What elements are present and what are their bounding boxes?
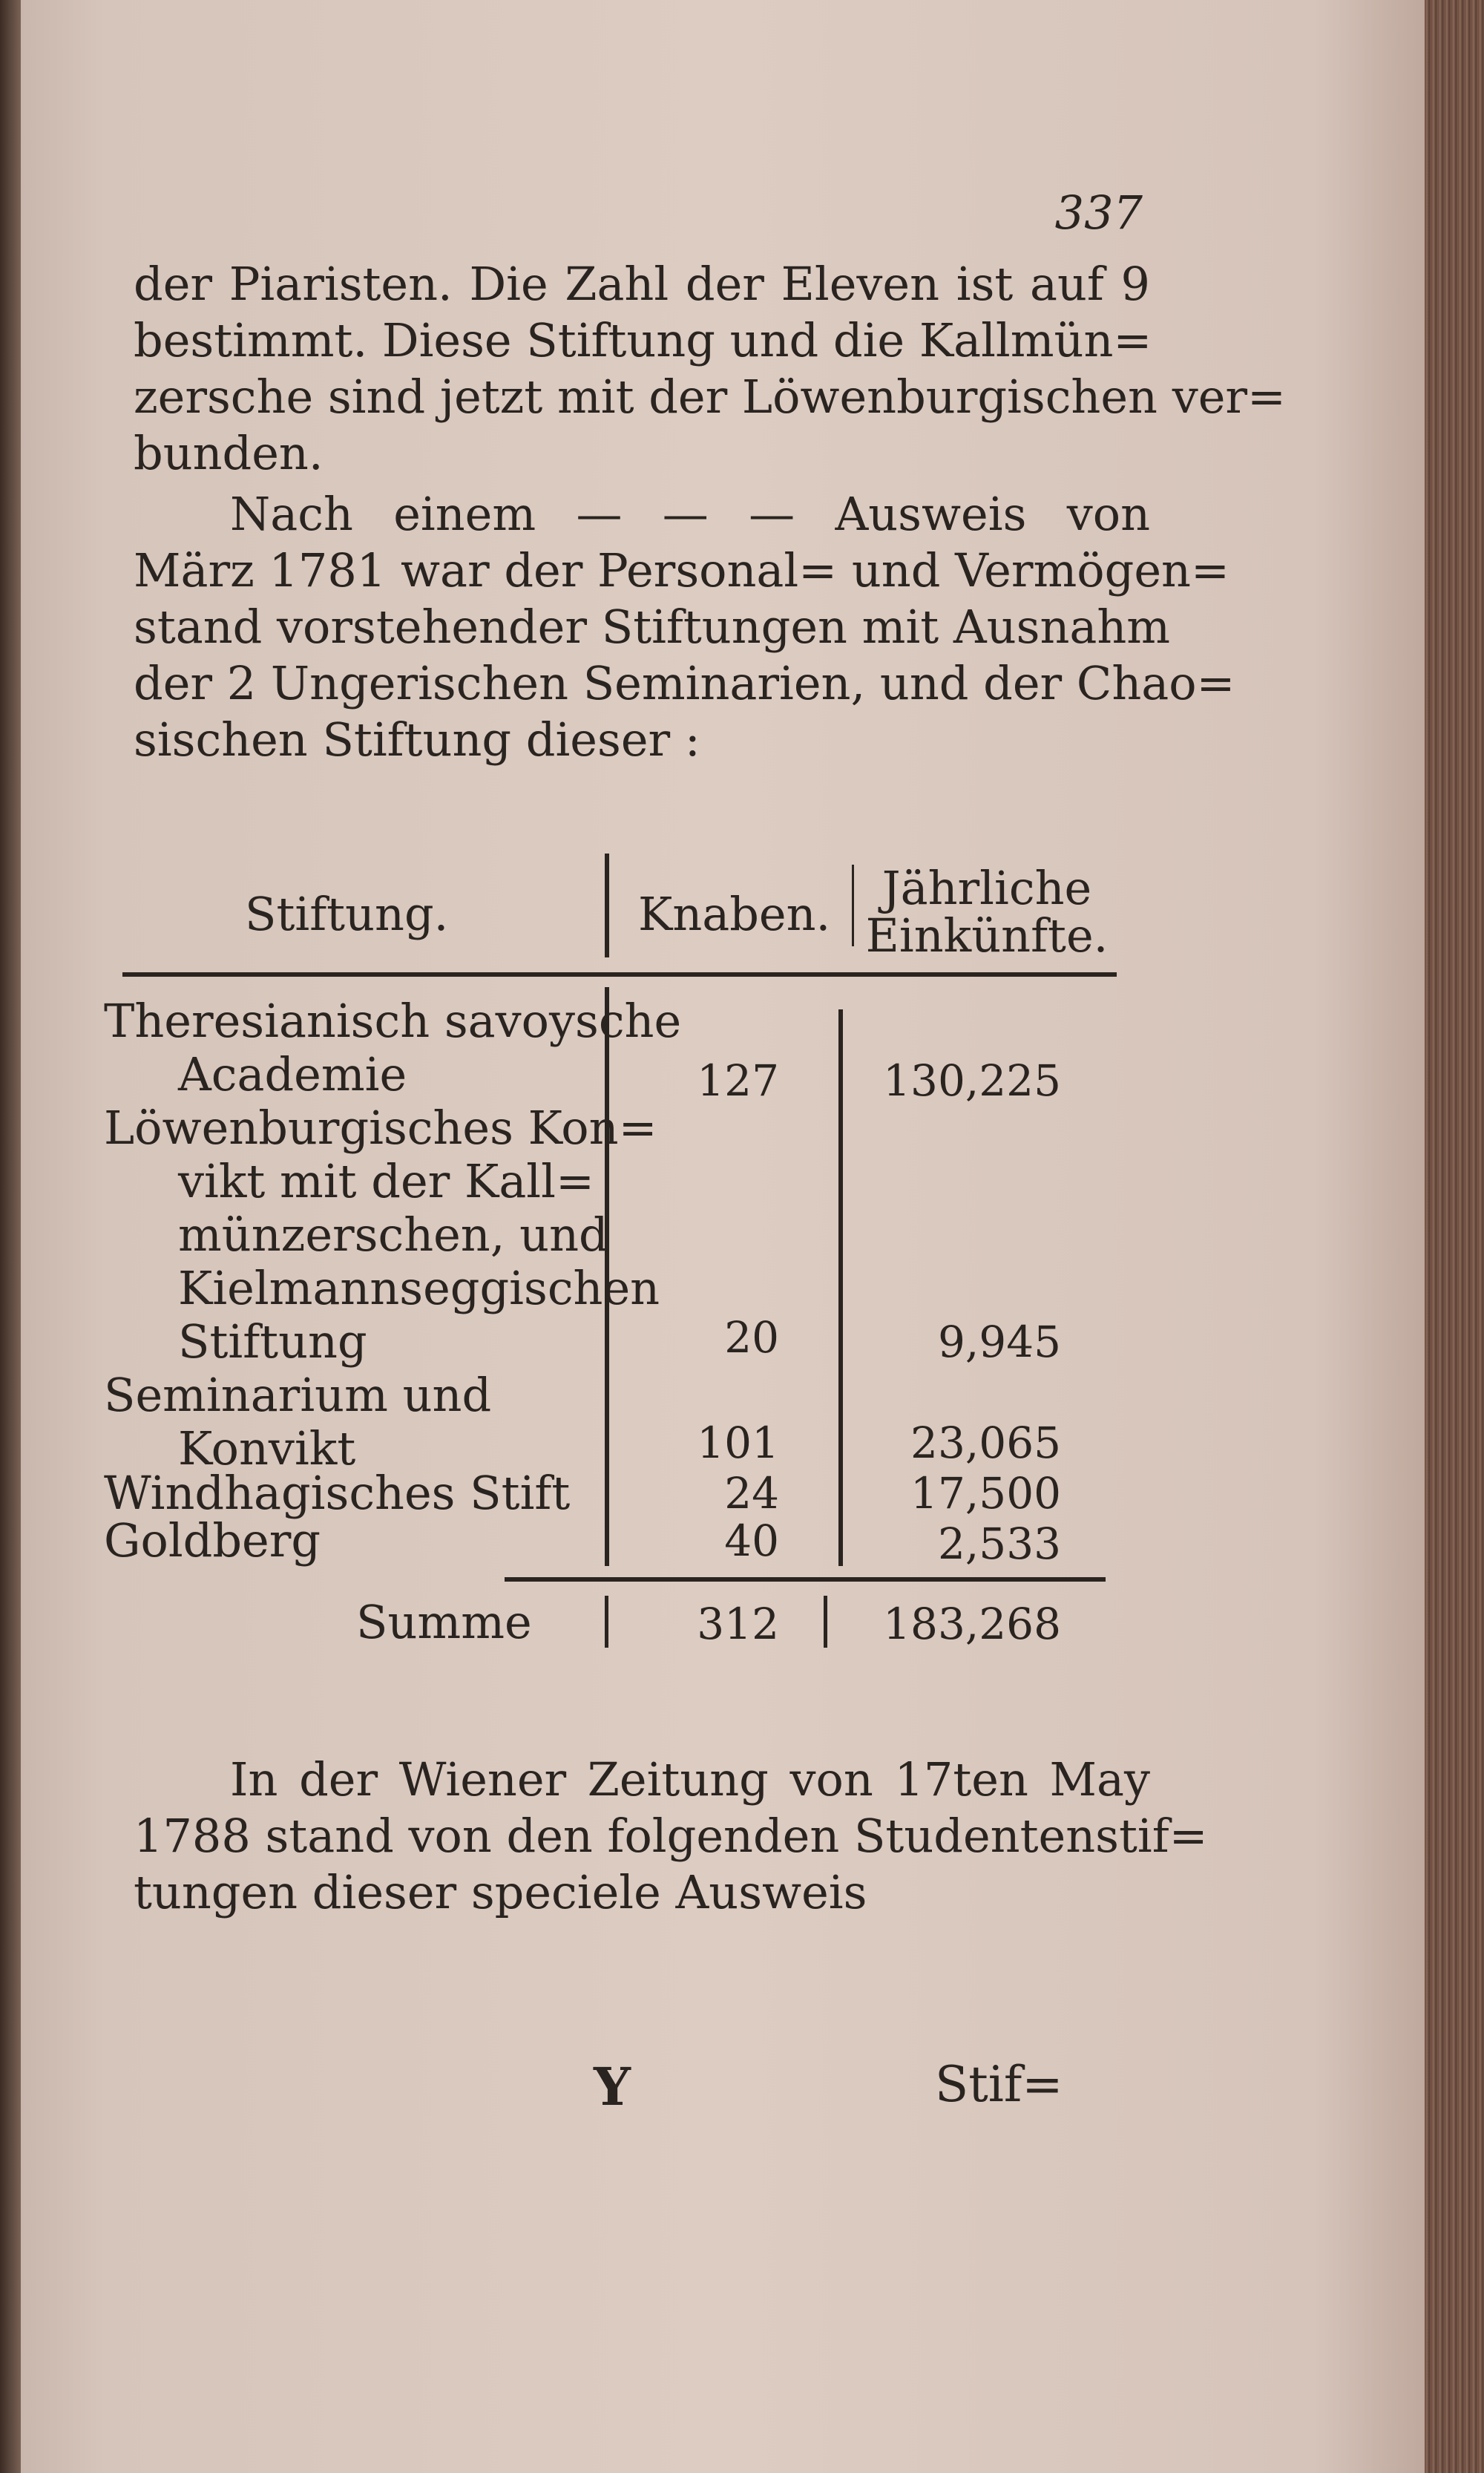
- row-label: [104, 1369, 491, 1475]
- header-einkuenfte-line: Einkünfte.: [865, 908, 1109, 963]
- closing-paragraph: [134, 1752, 1208, 1921]
- text-line: sischen Stiftung dieser :: [134, 713, 700, 767]
- header-einkuenfte-line: Jährliche: [881, 861, 1092, 915]
- row-label-line: Seminarium und: [104, 1368, 492, 1422]
- text-line: der Piaristen. Die Zahl der Eleven ist auf 9: [134, 257, 1150, 311]
- row-label-line: vikt mit der Kall=: [178, 1154, 594, 1208]
- text-line: tungen dieser speciele Ausweis: [134, 1865, 867, 1919]
- text-line: März 1781 war der Personal= und Vermögen=: [134, 543, 1229, 597]
- row-label-line: Academie: [178, 1047, 407, 1101]
- cell-einkuenfte: 9,945: [937, 1317, 1061, 1367]
- cell-knaben: 24: [724, 1468, 779, 1519]
- sum-knaben: 312: [697, 1599, 779, 1649]
- text-line: In der Wiener Zeitung von 17ten May: [230, 1752, 1150, 1807]
- row-label: [104, 995, 681, 1101]
- sum-divider: [605, 1596, 608, 1648]
- row-label-line: Theresianisch savoysche: [104, 994, 682, 1048]
- cell-knaben: 127: [697, 1055, 779, 1106]
- cell-knaben: 20: [724, 1312, 779, 1363]
- text-line: der 2 Ungerischen Seminarien, und der Chao=: [134, 656, 1235, 710]
- row-label: Windhagisches Stift: [104, 1466, 571, 1520]
- cell-einkuenfte: 17,500: [910, 1468, 1061, 1519]
- cell-einkuenfte: 130,225: [883, 1055, 1061, 1106]
- sum-label: Summe: [356, 1595, 532, 1649]
- row-label-line: münzerschen, und: [178, 1208, 608, 1262]
- text-line: Nach einem — — — Ausweis von: [230, 487, 1150, 541]
- header-stiftung: Stiftung.: [245, 887, 449, 941]
- page-edges: [1425, 0, 1484, 2473]
- cell-einkuenfte: 2,533: [937, 1519, 1061, 1569]
- header-knaben: Knaben.: [638, 887, 831, 941]
- cell-knaben: 40: [724, 1516, 779, 1566]
- row-label-line: Stiftung: [178, 1314, 367, 1369]
- text-line: zersche sind jetzt mit der Löwenburgischen ver=: [134, 370, 1286, 424]
- cell-einkuenfte: 23,065: [910, 1418, 1061, 1468]
- row-label: Goldberg: [104, 1513, 321, 1568]
- header-divider: [605, 854, 609, 957]
- page-number: 337: [1054, 186, 1143, 240]
- row-label-line: Konvikt: [178, 1421, 356, 1475]
- column-rule: [838, 1009, 843, 1566]
- text-line: bunden.: [134, 426, 324, 480]
- catchword: Stif=: [935, 2056, 1063, 2113]
- row-label-line: Löwenburgisches Kon=: [104, 1101, 657, 1155]
- signature-mark: Y: [594, 2056, 631, 2117]
- sum-divider: [824, 1596, 827, 1648]
- report-paragraph: [134, 486, 1235, 768]
- header-divider: [852, 865, 854, 946]
- book-gutter: [0, 0, 21, 2473]
- text-line: stand vorstehender Stiftungen mit Ausnahm: [134, 600, 1171, 654]
- sum-rule: [505, 1577, 1106, 1582]
- header-einkuenfte: [864, 861, 1109, 963]
- header-rule: [122, 972, 1117, 977]
- row-label-line: Kielmannseggischen: [178, 1261, 660, 1315]
- text-line: 1788 stand von den folgenden Studentenstif=: [134, 1809, 1208, 1863]
- cell-knaben: 101: [697, 1418, 779, 1468]
- row-label: [104, 1101, 660, 1369]
- intro-paragraph: [134, 256, 1286, 482]
- text-line: bestimmt. Diese Stiftung und die Kallmün=: [134, 313, 1152, 367]
- sum-einkuenfte: 183,268: [883, 1599, 1061, 1649]
